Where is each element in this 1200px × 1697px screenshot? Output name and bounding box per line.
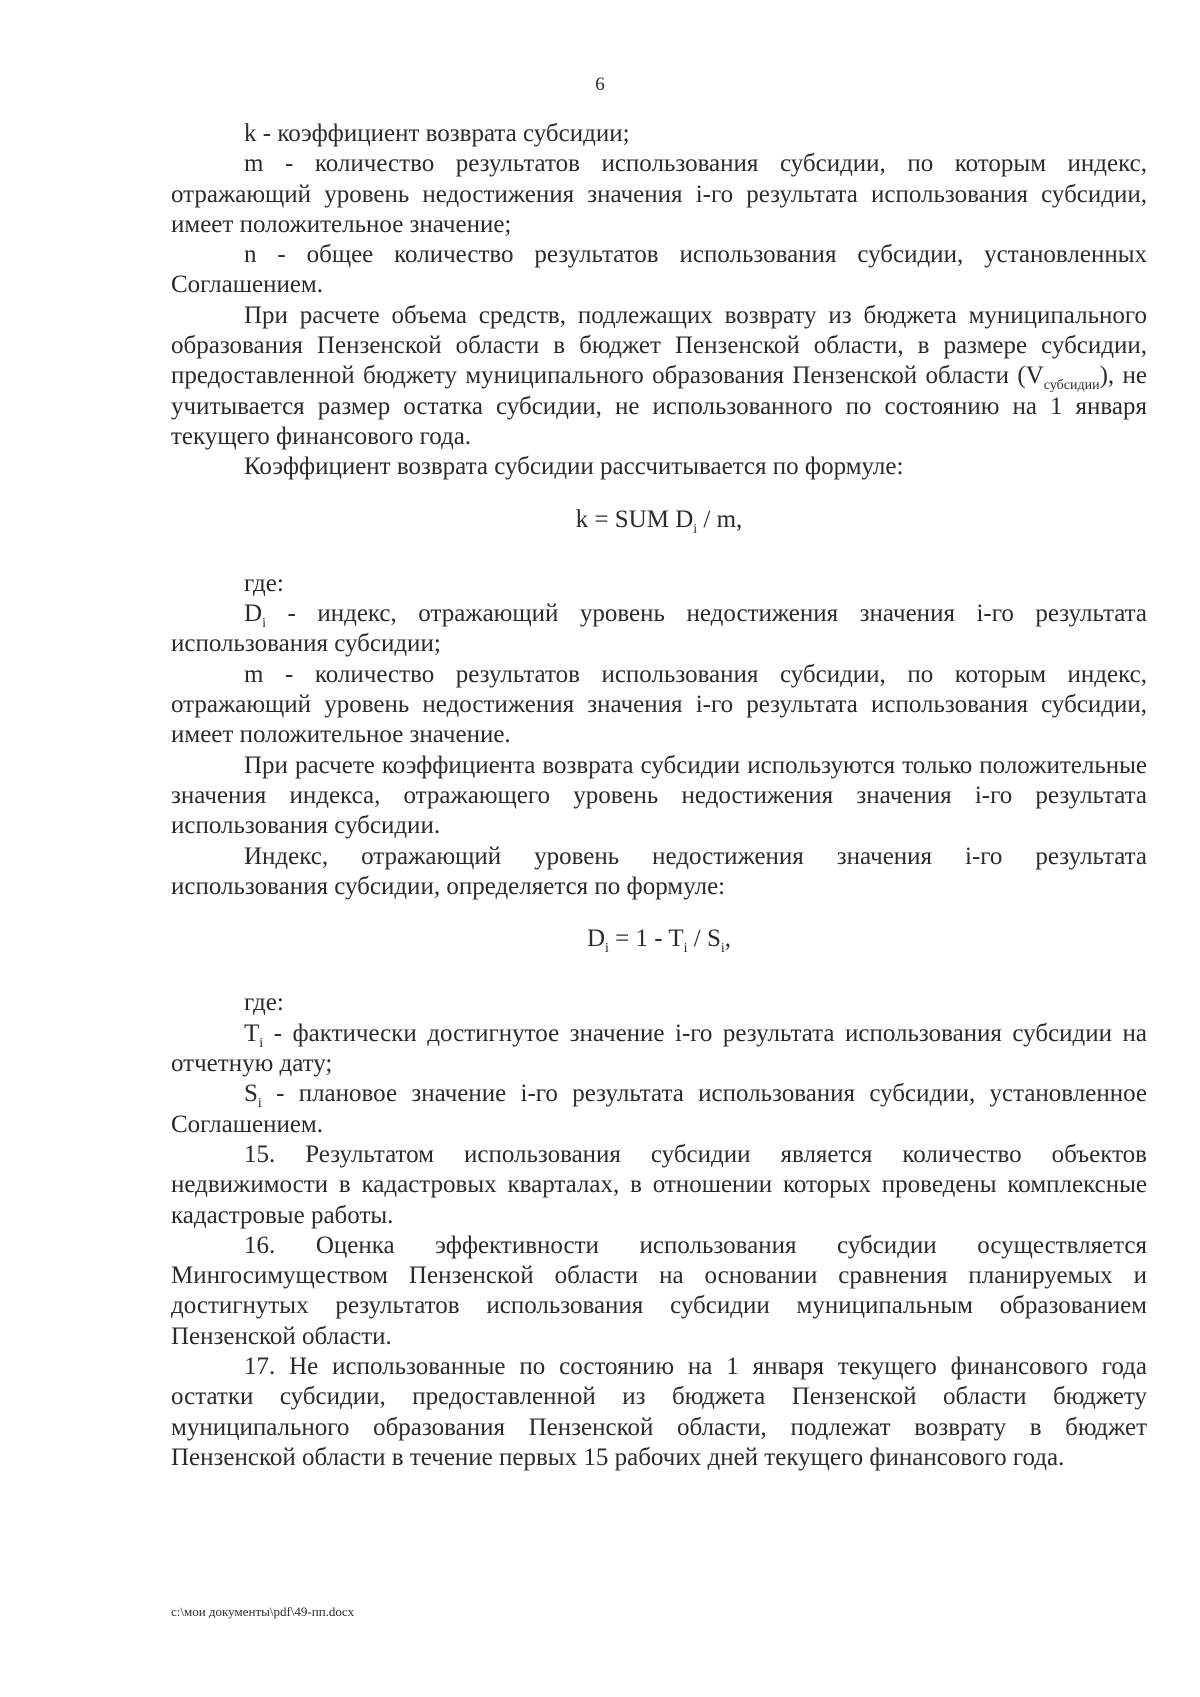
paragraph-item-17: 17. Не использованные по состоянию на 1 января текущего финансового года остатки субсидии, предоставленной из бюджета Пензенской области бюджету муниципального образования Пензенской области, подлежат возврату в бюджет Пензенской области в течение первых 15 рабочих дней текущего финансового года.: [171, 1352, 1147, 1471]
paragraph-n-definition: n - общее количество результатов использования субсидии, установленных Соглашением.: [171, 241, 1147, 299]
paragraph-item-16: 16. Оценка эффективности использования субсидии осуществляется Мингосимуществом Пензенской области на основании сравнения планируемых и достигнутых результатов использования субсидии муниципальным образованием Пензенской области.: [171, 1231, 1147, 1350]
paragraph-m-definition-2: m - количество результатов использования субсидии, по которым индекс, отражающий уровень недостижения значения i-го результата использования субсидии, имеет положительное значение.: [171, 660, 1147, 749]
paragraph-coefficient-intro: Коэффициент возврата субсидии рассчитывается по формуле:: [244, 453, 904, 481]
variable-m: m: [244, 660, 264, 688]
paragraph-k-definition: k - коэффициент возврата субсидии;: [244, 120, 630, 147]
paragraph-si-definition: $S_i$ - плановое значение i-го результата использования субсидии, установленное Соглашением.: [171, 1080, 1147, 1138]
where-label: где:: [244, 569, 284, 597]
paragraph-ti-definition: $T_i$ - фактически достигнутое значение i-го результата использования субсидии на отчетную дату;: [171, 1019, 1147, 1078]
paragraph-m-definition: m - количество результатов использования субсидии, по которым индекс, отражающий уровень недостижения значения i-го результата использования субсидии, имеет положительное значение;: [171, 150, 1147, 238]
variable-ti: T: [244, 1019, 260, 1047]
subscript-subsidy: субсидии: [1043, 378, 1100, 394]
variable-m: m: [244, 150, 264, 178]
variable-di: D: [244, 600, 263, 628]
paragraph-index-intro: Индекс, отражающий уровень недостижения значения i-го результата использования субсидии, определяется по формуле:: [171, 842, 1147, 900]
paragraph-positive-values: При расчете коэффициента возврата субсидии используются только положительные значения индекса, отражающего уровень недостижения значения i-го результата использования субсидии.: [171, 751, 1147, 840]
footer-file-path: c:\мои документы\pdf\49-пп.docx: [171, 1604, 355, 1619]
variable-n: n: [244, 241, 257, 269]
formula-index: $D_i = 1 - T_i / S_i$,: [586, 925, 732, 957]
paragraph-return-volume: При расчете объема средств, подлежащих возврату из бюджета муниципального образования Пензенской области в бюджет Пензенской области, в размере субсидии, предоставленной бюджету муниципального образования Пензенской области $(V_{субсидии})$, не учитывается размер остатка субсидии, не использованного по состоянию на 1 января текущего финансового года.: [171, 301, 1148, 450]
variable-k: k: [244, 120, 257, 147]
where-label-2: где:: [244, 989, 284, 1017]
paragraph-di-definition: $D_i$ - индекс, отражающий уровень недостижения значения i-го результата использования субсидии;: [171, 600, 1147, 658]
page-number: 6: [595, 74, 605, 95]
document-body: [171, 119, 1147, 1473]
variable-si: S: [244, 1080, 258, 1108]
paragraph-item-15: 15. Результатом использования субсидии является количество объектов недвижимости в кадастровых кварталах, в отношении которых проведены комплексные кадастровые работы.: [171, 1140, 1147, 1229]
formula-return-coefficient: k = SUM $D_i$ / m,: [575, 505, 743, 537]
